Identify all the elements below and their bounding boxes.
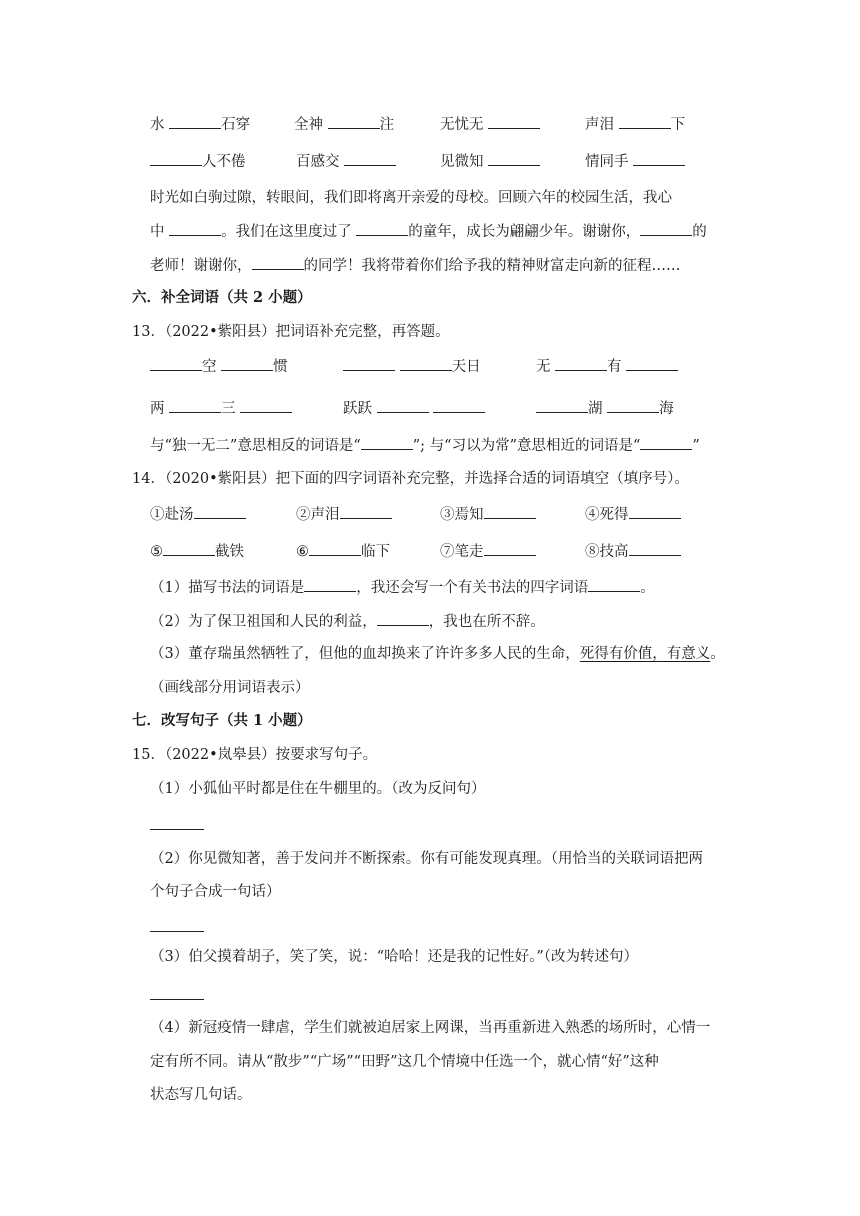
question-13-title: 13．（2022•紫阳县）把词语补充完整，再答题。 [132,324,450,340]
q14-note: （画线部分用词语表示） [150,680,310,696]
answer-blank[interactable] [619,114,671,129]
q14-subquestion-1: （1）描写书法的词语是 ，我还会写一个有关书法的四字词语 。 [150,577,655,598]
idiom-item: 水 石穿 [150,114,250,135]
idiom-item: 人不倦 [150,151,246,172]
idiom-item: ⑧技高 [585,541,681,562]
idiom-item: 情同手 [585,151,685,172]
answer-blank[interactable] [377,398,429,413]
answer-blank[interactable] [433,398,485,413]
passage-line-3: 老师！谢谢你， 的同学！我将带着你们给予我的精神财富走向新的征程…… [150,255,681,276]
idiom-item: 百感交 [296,151,396,172]
answer-blank[interactable] [640,435,692,450]
q15-subquestion-4-line-2: 定有所不同。请从“散步”“广场”“田野”这几个情境中任选一个，就心情“好”这种 [150,1054,659,1070]
answer-blank[interactable] [169,221,221,236]
idiom-item: 天日 [343,356,481,377]
idiom-item: 空 惯 [150,356,288,377]
idiom-item: ②声泪 [296,504,392,525]
answer-blank[interactable] [343,356,395,371]
idiom-item: 无 有 [536,356,678,377]
q13-sentence: 与“独一无二”意思相反的词语是“ ”; 与“习以为常”意思相近的词语是“ ” [150,435,700,456]
answer-blank[interactable] [309,541,361,556]
q14-subquestion-3: （3）董存瑞虽然牺牲了，但他的血却换来了许许多多人民的生命，死得有价值，有意义。 [150,646,725,662]
answer-blank[interactable] [633,151,685,166]
passage-line-2: 中 。我们在这里度过了 的童年，成长为翩翩少年。谢谢你， 的 [150,221,707,242]
answer-blank[interactable] [536,398,588,413]
q15-subquestion-4-line-1: （4）新冠疫情一肆虐，学生们就被迫居家上网课，当再重新进入熟悉的场所时，心情一 [150,1020,711,1036]
answer-blank[interactable] [361,435,413,450]
idiom-item: ④死得 [585,504,681,525]
idiom-item: 两 三 [150,398,292,419]
answer-blank[interactable] [169,114,221,129]
question-15-title: 15．（2022•岚皋县）按要求写句子。 [132,747,378,763]
idiom-item: ⑤ 截铁 [150,541,244,562]
section-heading: 七．改写句子（共 1 小题） [132,712,312,729]
q15-subquestion-4-line-3: 状态写几句话。 [150,1087,252,1103]
answer-blank[interactable] [607,398,659,413]
answer-line[interactable] [150,998,204,1000]
q15-subquestion-3: （3）伯父摸着胡子，笑了笑，说：“哈哈！还是我的记性好。”（改为转述句） [150,949,639,965]
answer-blank[interactable] [252,255,304,270]
answer-blank[interactable] [484,504,536,519]
answer-blank[interactable] [640,221,692,236]
answer-blank[interactable] [328,114,380,129]
idiom-item: 声泪 下 [585,114,685,135]
answer-blank[interactable] [340,504,392,519]
answer-blank[interactable] [588,577,640,592]
q15-subquestion-2-line-1: （2）你见微知著，善于发问并不断探索。你有可能发现真理。（用恰当的关联词语把两 [150,851,703,867]
answer-blank[interactable] [304,577,356,592]
answer-blank[interactable] [150,356,202,371]
answer-blank[interactable] [629,504,681,519]
answer-blank[interactable] [484,541,536,556]
q14-subquestion-2: （2）为了保卫祖国和人民的利益， ，我也在所不辞。 [150,611,545,632]
answer-blank[interactable] [377,611,429,626]
answer-blank[interactable] [488,151,540,166]
idiom-item: 见微知 [440,151,540,172]
answer-blank[interactable] [344,151,396,166]
answer-blank[interactable] [169,398,221,413]
idiom-item: 全神 注 [294,114,394,135]
idiom-item: ⑥ 临下 [296,541,390,562]
answer-line[interactable] [150,828,204,830]
passage-line-1: 时光如白驹过隙，转眼间，我们即将离开亲爱的母校。回顾六年的校园生活，我心 [150,190,672,206]
answer-blank[interactable] [240,398,292,413]
underlined-phrase: 死得有价值，有意义 [579,646,711,662]
q15-subquestion-2-line-2: 个句子合成一句话） [150,884,281,900]
idiom-item: 湖 海 [536,398,674,419]
idiom-item: ⑦笔走 [440,541,536,562]
answer-blank[interactable] [163,541,215,556]
question-14-title: 14．（2020•紫阳县）把下面的四字词语补充完整，并选择合适的词语填空（填序号）。 [132,471,689,487]
idiom-item: ③焉知 [440,504,536,525]
answer-blank[interactable] [400,356,452,371]
answer-blank[interactable] [626,356,678,371]
idiom-item: 无忧无 [440,114,540,135]
answer-blank[interactable] [150,151,202,166]
answer-blank[interactable] [555,356,607,371]
answer-blank[interactable] [629,541,681,556]
section-heading: 六．补全词语（共 2 小题） [132,289,312,306]
answer-blank[interactable] [488,114,540,129]
q15-subquestion-1: （1）小狐仙平时都是住在牛棚里的。（改为反问句） [150,781,486,797]
answer-line[interactable] [150,930,204,932]
idiom-item: 跃跃 [343,398,485,419]
idiom-item: ①赴汤 [150,504,246,525]
answer-blank[interactable] [221,356,273,371]
answer-blank[interactable] [194,504,246,519]
answer-blank[interactable] [356,221,408,236]
